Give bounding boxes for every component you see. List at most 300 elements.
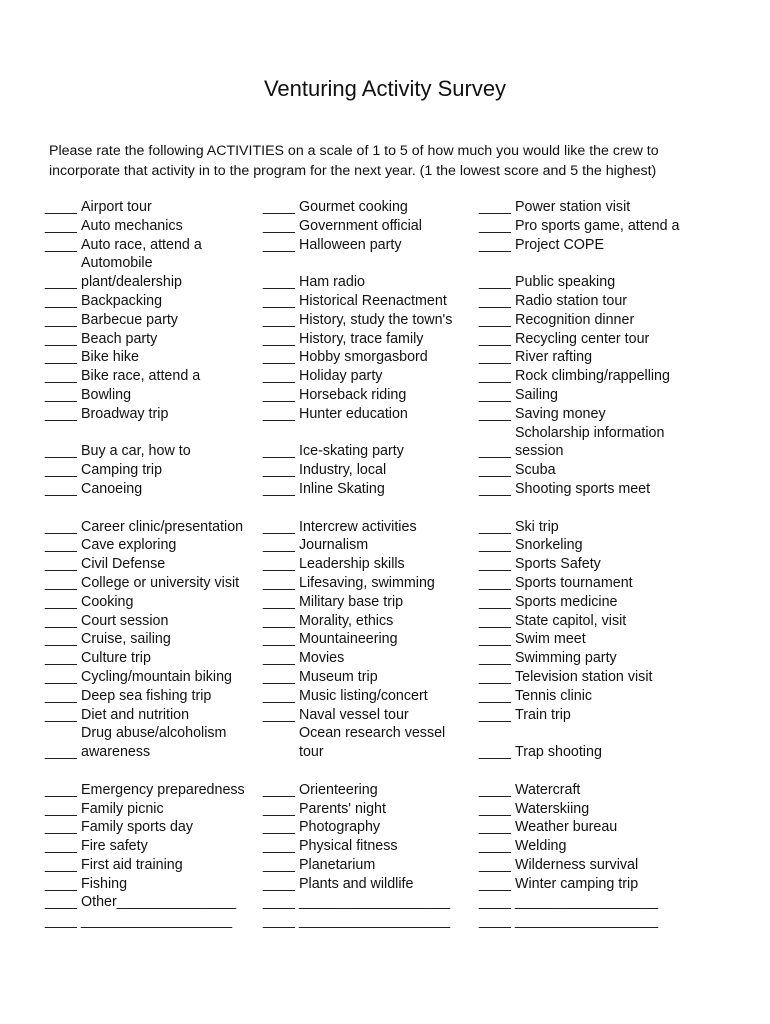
activity-row xyxy=(45,198,245,217)
activity-label: Welding xyxy=(515,838,567,855)
rating-blank[interactable] xyxy=(45,198,78,217)
activity-row xyxy=(479,198,680,217)
activity-group xyxy=(45,198,245,424)
activity-row xyxy=(263,593,452,612)
activity-row xyxy=(45,668,245,687)
rating-blank[interactable] xyxy=(479,236,512,255)
activity-label: Power station visit xyxy=(515,199,631,215)
rating-blank[interactable] xyxy=(45,837,78,856)
rating-blank[interactable] xyxy=(45,348,78,367)
rating-blank[interactable] xyxy=(263,367,296,386)
rating-blank[interactable] xyxy=(263,555,296,574)
activity-row xyxy=(479,555,680,574)
activity-row xyxy=(479,593,680,612)
activity-row xyxy=(263,687,452,706)
activity-label: Shooting sports meet xyxy=(515,480,651,497)
activity-label: Gourmet cooking xyxy=(299,199,408,215)
rating-blank[interactable] xyxy=(45,893,78,912)
rating-blank[interactable] xyxy=(45,668,78,687)
rating-blank[interactable] xyxy=(479,518,512,537)
activity-row xyxy=(263,912,452,931)
activity-label: Winter camping trip xyxy=(515,875,639,892)
activity-label: Sailing xyxy=(515,386,558,403)
rating-blank[interactable] xyxy=(263,311,296,330)
activity-row xyxy=(45,442,245,461)
rating-blank[interactable] xyxy=(263,668,296,687)
rating-blank[interactable] xyxy=(263,198,296,217)
activity-row xyxy=(45,856,245,875)
rating-blank[interactable] xyxy=(45,311,78,330)
rating-blank[interactable] xyxy=(45,630,78,649)
activity-label: Fire safety xyxy=(81,838,148,855)
rating-blank[interactable] xyxy=(263,893,296,912)
instructions-line-2: incorporate that activity in to the program for the next year. (1 the lowest score and 5 the highest) xyxy=(49,163,657,179)
rating-blank[interactable] xyxy=(45,687,78,706)
activity-row xyxy=(45,687,245,706)
activity-label: Television station visit xyxy=(515,668,653,685)
activity-label: Cruise, sailing xyxy=(81,631,171,648)
activity-row xyxy=(263,367,452,386)
activity-row xyxy=(45,706,245,725)
activity-label: plant/dealership xyxy=(81,274,182,291)
activity-row xyxy=(263,555,452,574)
rating-blank[interactable] xyxy=(479,856,512,875)
activity-label: Trap shooting xyxy=(515,744,602,761)
rating-blank[interactable] xyxy=(479,875,512,894)
rating-blank[interactable] xyxy=(479,536,512,555)
rating-blank[interactable] xyxy=(479,198,512,217)
activity-row xyxy=(479,800,680,819)
activity-row xyxy=(263,856,452,875)
activity-label: Civil Defense xyxy=(81,556,166,573)
activity-group xyxy=(479,198,680,254)
rating-blank[interactable] xyxy=(263,536,296,555)
rating-blank[interactable] xyxy=(479,311,512,330)
activity-row xyxy=(45,405,245,424)
activity-row xyxy=(479,724,680,743)
rating-blank[interactable] xyxy=(45,330,78,349)
activity-label: Government official xyxy=(299,217,422,234)
rating-blank[interactable] xyxy=(479,743,512,762)
activity-label: Sports tournament xyxy=(515,574,633,591)
activity-row xyxy=(263,724,452,743)
activity-label: Bowling xyxy=(81,386,132,403)
activity-label: Deep sea fishing trip xyxy=(81,687,212,704)
activity-group xyxy=(263,442,452,498)
activity-row xyxy=(263,217,452,236)
activity-label: Saving money xyxy=(515,405,606,422)
activity-row xyxy=(479,367,680,386)
rating-blank[interactable] xyxy=(479,348,512,367)
activity-row xyxy=(263,743,452,762)
activity-label: Drug abuse/alcoholism xyxy=(81,725,227,742)
activity-label: __________________ xyxy=(515,913,659,930)
activity-row xyxy=(479,781,680,800)
activity-row xyxy=(263,461,452,480)
activity-label: Buy a car, how to xyxy=(81,443,191,460)
activity-row xyxy=(45,461,245,480)
rating-blank[interactable] xyxy=(263,912,296,931)
rating-blank[interactable] xyxy=(263,461,296,480)
activity-label: Scuba xyxy=(515,462,556,479)
activity-label: Public speaking xyxy=(515,274,616,291)
activity-row xyxy=(45,518,245,537)
activity-row xyxy=(479,518,680,537)
rating-blank[interactable] xyxy=(479,612,512,631)
activity-label: Museum trip xyxy=(299,668,378,685)
rating-blank[interactable] xyxy=(479,912,512,931)
activity-label: Ski trip xyxy=(515,518,559,535)
activity-label: River rafting xyxy=(515,349,593,366)
activity-label: Orienteering xyxy=(299,781,378,798)
rating-blank[interactable] xyxy=(479,818,512,837)
rating-blank[interactable] xyxy=(45,518,78,537)
activity-row xyxy=(479,461,680,480)
rating-blank[interactable] xyxy=(479,273,512,292)
activity-row xyxy=(479,912,680,931)
activity-row xyxy=(479,649,680,668)
rating-blank[interactable] xyxy=(45,875,78,894)
activity-label: Auto race, attend a xyxy=(81,236,202,253)
activity-group xyxy=(479,781,680,931)
rating-blank[interactable] xyxy=(479,893,512,912)
activity-row xyxy=(263,518,452,537)
activity-row xyxy=(263,837,452,856)
activity-row xyxy=(479,536,680,555)
activity-row xyxy=(45,837,245,856)
activity-label: Weather bureau xyxy=(515,819,618,836)
activity-label: Camping trip xyxy=(81,462,163,479)
activity-label: ___________________ xyxy=(299,913,451,930)
activity-label: Historical Reenactment xyxy=(299,292,447,309)
activity-row xyxy=(479,706,680,725)
rating-blank[interactable] xyxy=(479,630,512,649)
activity-row xyxy=(263,781,452,800)
activity-row xyxy=(45,818,245,837)
rating-blank[interactable] xyxy=(479,574,512,593)
activity-label: State capitol, visit xyxy=(515,612,627,629)
activity-label: Waterskiing xyxy=(515,800,590,817)
activity-row xyxy=(45,630,245,649)
activity-row xyxy=(45,536,245,555)
activity-row xyxy=(263,442,452,461)
rating-blank[interactable] xyxy=(45,574,78,593)
activity-row xyxy=(263,348,452,367)
activity-label: Pro sports game, attend a xyxy=(515,217,680,234)
activity-label: Naval vessel tour xyxy=(299,706,409,723)
activity-label: Sports medicine xyxy=(515,593,618,610)
activity-row xyxy=(263,311,452,330)
activity-row xyxy=(263,893,452,912)
rating-blank[interactable] xyxy=(479,292,512,311)
activity-row xyxy=(45,800,245,819)
activity-label: Watercraft xyxy=(515,781,581,798)
activity-row xyxy=(479,630,680,649)
activity-label: Train trip xyxy=(515,706,571,723)
activity-label: Project COPE xyxy=(515,236,604,253)
rating-blank[interactable] xyxy=(45,800,78,819)
rating-blank[interactable] xyxy=(479,706,512,725)
activity-row xyxy=(479,687,680,706)
activity-label: Ice-skating party xyxy=(299,443,404,460)
activity-label: Automobile xyxy=(81,255,153,272)
rating-blank[interactable] xyxy=(263,781,296,800)
rating-blank[interactable] xyxy=(479,687,512,706)
activity-row xyxy=(479,273,680,292)
rating-blank[interactable] xyxy=(479,442,512,461)
activity-label: Halloween party xyxy=(299,236,402,253)
activity-row xyxy=(45,593,245,612)
activity-label: Bike race, attend a xyxy=(81,368,201,385)
activity-label: Beach party xyxy=(81,330,158,347)
activity-label: Horseback riding xyxy=(299,386,407,403)
activity-label: Family picnic xyxy=(81,800,164,817)
rating-blank[interactable] xyxy=(45,706,78,725)
rating-blank[interactable] xyxy=(45,217,78,236)
rating-blank[interactable] xyxy=(479,461,512,480)
rating-blank[interactable] xyxy=(263,818,296,837)
activity-label: Movies xyxy=(299,650,345,667)
rating-blank[interactable] xyxy=(479,555,512,574)
activity-row xyxy=(479,217,680,236)
activity-label: Swim meet xyxy=(515,631,586,648)
rating-blank[interactable] xyxy=(45,292,78,311)
activity-row xyxy=(45,273,245,292)
activity-row xyxy=(45,311,245,330)
activity-label: Recycling center tour xyxy=(515,330,650,347)
activity-row xyxy=(479,386,680,405)
rating-blank[interactable] xyxy=(479,386,512,405)
activity-label: Morality, ethics xyxy=(299,612,394,629)
activity-row xyxy=(479,893,680,912)
activity-row xyxy=(479,875,680,894)
rating-blank[interactable] xyxy=(263,593,296,612)
rating-blank[interactable] xyxy=(45,743,78,762)
activity-label: tour xyxy=(299,744,324,761)
rating-blank[interactable] xyxy=(45,856,78,875)
rating-blank[interactable] xyxy=(263,348,296,367)
rating-blank[interactable] xyxy=(263,386,296,405)
activity-label: Parents' night xyxy=(299,800,386,817)
activity-label: Leadership skills xyxy=(299,556,405,573)
activity-label: __________________ xyxy=(515,894,659,911)
activity-row xyxy=(263,386,452,405)
activity-group xyxy=(263,198,452,254)
activity-row xyxy=(45,875,245,894)
activity-row xyxy=(45,330,245,349)
activity-row xyxy=(45,236,245,255)
activity-label: Cave exploring xyxy=(81,537,177,554)
activity-row xyxy=(263,630,452,649)
rating-blank[interactable] xyxy=(263,800,296,819)
activity-row xyxy=(45,649,245,668)
rating-blank[interactable] xyxy=(45,781,78,800)
activity-row xyxy=(263,706,452,725)
activity-row xyxy=(479,292,680,311)
rating-blank[interactable] xyxy=(263,837,296,856)
activity-label: Hunter education xyxy=(299,405,408,422)
rating-blank[interactable] xyxy=(263,856,296,875)
activity-row xyxy=(479,837,680,856)
activity-group xyxy=(479,273,680,499)
rating-blank[interactable] xyxy=(263,875,296,894)
activity-row xyxy=(263,668,452,687)
activity-row xyxy=(45,743,245,762)
activity-row xyxy=(479,330,680,349)
activity-row xyxy=(479,311,680,330)
activity-group xyxy=(263,518,452,762)
activity-label: Lifesaving, swimming xyxy=(299,574,435,591)
activity-label: Recognition dinner xyxy=(515,311,635,328)
activity-row xyxy=(45,555,245,574)
rating-blank[interactable] xyxy=(263,706,296,725)
activity-label: Industry, local xyxy=(299,462,387,479)
rating-blank[interactable] xyxy=(45,386,78,405)
rating-blank[interactable] xyxy=(263,518,296,537)
activity-label: Court session xyxy=(81,612,169,629)
activity-row xyxy=(479,236,680,255)
rating-blank[interactable] xyxy=(45,461,78,480)
rating-blank[interactable] xyxy=(263,574,296,593)
activity-label: Ham radio xyxy=(299,274,365,291)
activity-label: Swimming party xyxy=(515,650,617,667)
activity-column-2 xyxy=(263,198,452,950)
activity-label: Other_______________ xyxy=(81,894,237,911)
activity-row xyxy=(479,856,680,875)
activity-label: Cycling/mountain biking xyxy=(81,668,232,685)
activity-column-3 xyxy=(479,198,680,950)
activity-row xyxy=(479,424,680,443)
rating-blank[interactable] xyxy=(479,668,512,687)
activity-label: History, trace family xyxy=(299,330,424,347)
rating-blank[interactable] xyxy=(479,781,512,800)
activity-row xyxy=(479,743,680,762)
activity-row xyxy=(263,405,452,424)
activity-label: Radio station tour xyxy=(515,292,628,309)
rating-blank[interactable] xyxy=(479,330,512,349)
activity-row xyxy=(479,348,680,367)
activity-row xyxy=(45,217,245,236)
rating-blank[interactable] xyxy=(263,236,296,255)
activity-row xyxy=(45,912,245,931)
activity-row xyxy=(45,893,245,912)
rating-blank[interactable] xyxy=(263,687,296,706)
rating-blank[interactable] xyxy=(263,649,296,668)
rating-blank[interactable] xyxy=(263,292,296,311)
activity-label: Physical fitness xyxy=(299,838,398,855)
rating-blank[interactable] xyxy=(263,330,296,349)
activity-row xyxy=(45,348,245,367)
rating-blank[interactable] xyxy=(263,630,296,649)
activity-row xyxy=(263,818,452,837)
rating-blank[interactable] xyxy=(45,536,78,555)
activity-row xyxy=(263,612,452,631)
rating-blank[interactable] xyxy=(263,480,296,499)
activity-column-1 xyxy=(45,198,245,950)
rating-blank[interactable] xyxy=(45,442,78,461)
rating-blank[interactable] xyxy=(45,236,78,255)
activity-label: Mountaineering xyxy=(299,631,398,648)
rating-blank[interactable] xyxy=(263,273,296,292)
activity-row xyxy=(263,574,452,593)
rating-blank[interactable] xyxy=(263,217,296,236)
rating-blank[interactable] xyxy=(479,405,512,424)
rating-blank[interactable] xyxy=(45,818,78,837)
activity-label: Career clinic/presentation xyxy=(81,518,244,535)
activity-row xyxy=(263,536,452,555)
activity-label: Inline Skating xyxy=(299,480,385,497)
activity-label: Wilderness survival xyxy=(515,856,639,873)
rating-blank[interactable] xyxy=(263,405,296,424)
activity-label: ___________________ xyxy=(299,894,451,911)
rating-blank[interactable] xyxy=(479,837,512,856)
activity-row xyxy=(45,480,245,499)
rating-blank[interactable] xyxy=(479,800,512,819)
rating-blank[interactable] xyxy=(45,555,78,574)
rating-blank[interactable] xyxy=(45,273,78,292)
activity-label: Scholarship information xyxy=(515,424,665,441)
rating-blank[interactable] xyxy=(45,649,78,668)
activity-row xyxy=(45,781,245,800)
activity-group xyxy=(45,518,245,762)
instructions-line-1: Please rate the following ACTIVITIES on a scale of 1 to 5 of how much you would like the crew to xyxy=(49,143,659,159)
activity-label: Music listing/concert xyxy=(299,687,428,704)
activity-label: Barbecue party xyxy=(81,311,178,328)
rating-blank[interactable] xyxy=(479,367,512,386)
activity-row xyxy=(263,875,452,894)
activity-label: Tennis clinic xyxy=(515,687,593,704)
activity-label: Snorkeling xyxy=(515,537,583,554)
activity-label: Canoeing xyxy=(81,480,143,497)
rating-blank[interactable] xyxy=(263,612,296,631)
activity-row xyxy=(263,292,452,311)
instructions xyxy=(49,141,729,181)
rating-blank[interactable] xyxy=(45,480,78,499)
rating-blank[interactable] xyxy=(45,612,78,631)
activity-label: Sports Safety xyxy=(515,556,601,573)
activity-label: Auto mechanics xyxy=(81,217,183,234)
activity-label: Backpacking xyxy=(81,292,163,309)
activity-label: awareness xyxy=(81,744,151,761)
activity-row xyxy=(263,198,452,217)
activity-label: session xyxy=(515,443,564,460)
activity-label: Airport tour xyxy=(81,199,152,215)
rating-blank[interactable] xyxy=(479,217,512,236)
activity-group xyxy=(263,781,452,931)
activity-row xyxy=(263,800,452,819)
rating-blank[interactable] xyxy=(479,480,512,499)
activity-label: ___________________ xyxy=(81,913,233,930)
activity-row xyxy=(45,254,245,273)
rating-blank[interactable] xyxy=(479,593,512,612)
rating-blank[interactable] xyxy=(45,593,78,612)
activity-row xyxy=(263,649,452,668)
activity-label: First aid training xyxy=(81,856,183,873)
activity-row xyxy=(479,668,680,687)
activity-label: Photography xyxy=(299,819,381,836)
rating-blank[interactable] xyxy=(45,405,78,424)
rating-blank[interactable] xyxy=(479,649,512,668)
activity-label: Military base trip xyxy=(299,593,404,610)
activity-label: Culture trip xyxy=(81,650,151,667)
rating-blank[interactable] xyxy=(45,367,78,386)
activity-group xyxy=(263,273,452,423)
rating-blank[interactable] xyxy=(263,442,296,461)
activity-label: Hobby smorgasbord xyxy=(299,349,428,366)
rating-blank[interactable] xyxy=(45,912,78,931)
activity-row xyxy=(45,386,245,405)
activity-row xyxy=(263,236,452,255)
